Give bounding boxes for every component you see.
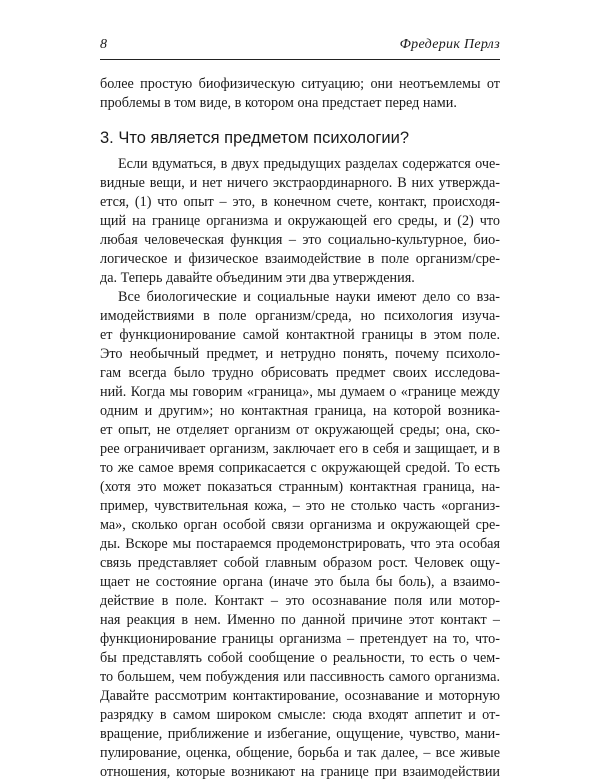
text-line: ма», сколько орган особой связи организма и окружающей сре- (100, 517, 500, 533)
text-line: действие в поле. Контакт – это осознавание поля или мотор- (100, 593, 500, 609)
text-line: Если вдуматься, в двух предыдущих разделах содержатся оче- (118, 156, 500, 172)
text-line: да. Теперь давайте объединим эти два утверждения. (100, 270, 415, 286)
text-line: ная реакция в нем. Именно по данной причине этот контакт – (100, 612, 500, 628)
text-line: вращение, приближение и избегание, ощущение, чувство, мани- (100, 726, 500, 742)
text-line: одним и другим»; но контактная граница, на которой возника- (100, 403, 500, 419)
intro-paragraph (100, 75, 500, 113)
text-line: Все биологические и социальные науки имеют дело со вза- (118, 289, 500, 305)
text-line: бы представлять собой сообщение о реальности, то есть о чем- (100, 650, 500, 666)
text-line: рее ограничивает организм, заключает его в себя и защищает, и в (100, 441, 500, 457)
text-line: функционирование границы организма – претендует на то, что- (100, 631, 500, 647)
text-line: (хотя это может показаться странным) контактная граница, на- (100, 479, 500, 495)
text-line: пулирование, оценка, общение, борьба и так далее, – все живые (100, 745, 500, 761)
text-line: имодействиями в поле организм/среда, но психология изуча- (100, 308, 500, 324)
text-line: пример, чувствительная кожа, – это не столько часть «организ- (100, 498, 500, 514)
text-line: ется, (1) что опыт – это, в конечном счете, контакт, происходя- (100, 194, 500, 210)
text-line: гам всегда было трудно обрисовать предмет своих исследова- (100, 365, 500, 381)
text-line: логическое и физическое взаимодействие в поле организм/сре- (100, 251, 500, 267)
text-line: щий на границе организма и окружающей его среды, и (2) что (100, 213, 500, 229)
section-heading: 3. Что является предметом психологии? (100, 129, 410, 147)
running-head (100, 34, 500, 56)
paragraph-1 (100, 155, 500, 288)
text-line: любая человеческая функция – это социально-культурное, био- (100, 232, 500, 248)
text-line: более простую биофизическую ситуацию; они неотъемлемы от (100, 76, 500, 92)
text-line: ет опыт, не отделяет организм от окружающей среды; она, ско- (100, 422, 500, 438)
text-line: то же самое время соприкасается с окружающей средой. То есть (100, 460, 500, 476)
text-line: видные вещи, и нет ничего экстраординарного. В них утвержда- (100, 175, 500, 191)
text-line: связь представляет собой главным образом рост. Человек ощу- (100, 555, 500, 571)
text-line: щает не состояние органа (иначе это была бы боль), а взаимо- (100, 574, 500, 590)
paragraph-2 (100, 288, 500, 782)
text-line: ет функционирование самой контактной границы в этом поле. (100, 327, 500, 343)
text-line: Давайте рассмотрим контактирование, осознавание и моторную (100, 688, 500, 704)
text-line: ний. Когда мы говорим «граница», мы думаем о «границе между (100, 384, 500, 400)
text-line: ды. Вскоре мы постараемся продемонстрировать, что эта особая (100, 536, 500, 552)
text-line: разрядку в самом широком смысле: сюда входят аппетит и от- (100, 707, 500, 723)
running-title: Фредерик Перлз (399, 37, 500, 52)
text-line: Это необычный предмет, и нетрудно понять, почему психоло- (100, 346, 500, 362)
header-rule (100, 59, 500, 60)
text-line: отношения, которые возникают на границе при взаимодействии (100, 764, 500, 780)
text-line: проблемы в том виде, в котором она предстает перед нами. (100, 95, 457, 111)
page-number: 8 (100, 37, 107, 52)
text-line: то большем, чем побуждения или пассивность самого организма. (100, 669, 500, 685)
